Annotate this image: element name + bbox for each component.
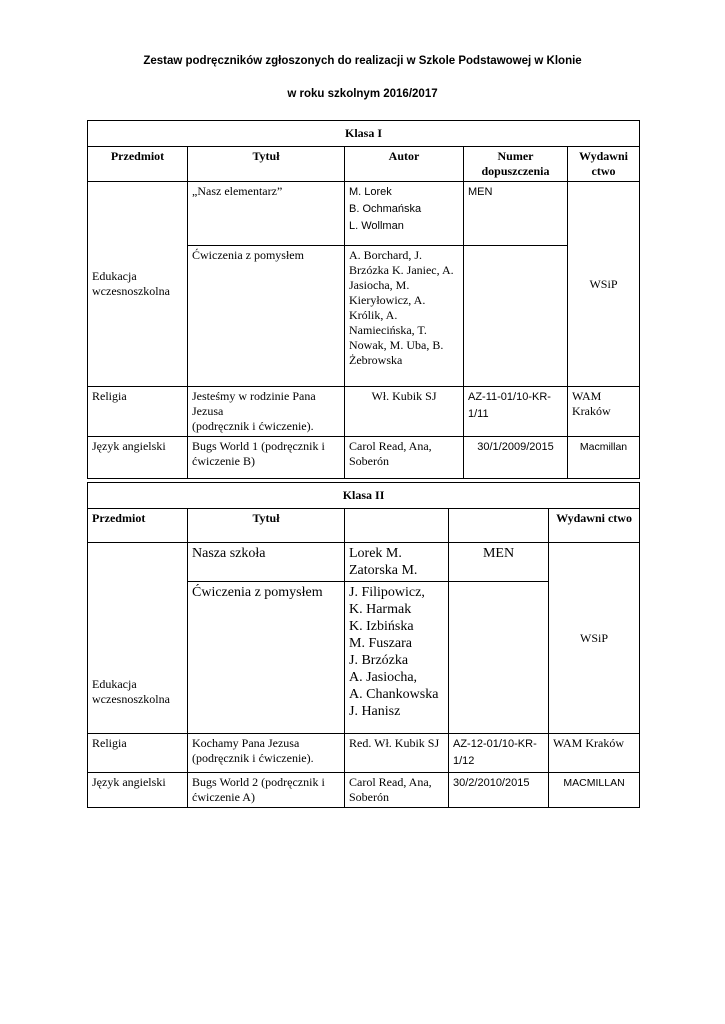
book-title: Kochamy Pana Jezusa (podręcznik i ćwiczenie). [188, 734, 345, 773]
publisher: Macmillan [568, 437, 640, 479]
subject-religia: Religia [88, 387, 188, 437]
publisher: WAM Kraków [568, 387, 640, 437]
book-author: Lorek M. Zatorska M. [345, 543, 449, 582]
header-tytul: Tytuł [188, 147, 345, 182]
header-tytul: Tytuł [188, 509, 345, 543]
book-title: Bugs World 2 (podręcznik i ćwiczenie A) [188, 773, 345, 808]
subject-edukacja: Edukacja wczesnoszkolna [88, 182, 188, 387]
table-klasa-2 [87, 482, 640, 808]
publisher: WSiP [549, 543, 640, 734]
header-przedmiot: Przedmiot [88, 509, 188, 543]
header-autor: Autor [345, 147, 464, 182]
subject-angielski: Język angielski [88, 773, 188, 808]
header-numer: Numer dopuszczenia [464, 147, 568, 182]
book-author: Wł. Kubik SJ [345, 387, 464, 437]
book-title: Bugs World 1 (podręcznik i ćwiczenie B) [188, 437, 345, 479]
book-author: M. Lorek B. Ochmańska L. Wollman [345, 182, 464, 246]
subject-religia: Religia [88, 734, 188, 773]
school-year: w roku szkolnym 2016/2017 [287, 88, 438, 100]
book-approval-number: MEN [464, 182, 568, 246]
header-przedmiot: Przedmiot [88, 147, 188, 182]
book-title: Jesteśmy w rodzinie Pana Jezusa (podręcznik i ćwiczenie). [188, 387, 345, 437]
book-title: Ćwiczenia z pomysłem [188, 246, 345, 387]
subject-angielski: Język angielski [88, 437, 188, 479]
book-title: Nasza szkoła [188, 543, 345, 582]
book-approval-number: MEN [449, 543, 549, 582]
book-approval-number [449, 582, 549, 734]
book-author: Carol Read, Ana, Soberón [345, 437, 464, 479]
header-autor [345, 509, 449, 543]
book-approval-number: AZ-12-01/10-KR-1/12 [449, 734, 549, 773]
header-numer [449, 509, 549, 543]
book-approval-number: 30/2/2010/2015 [449, 773, 549, 808]
document-title: Zestaw podręczników zgłoszonych do realizacji w Szkole Podstawowej w Klonie [143, 55, 582, 67]
book-approval-number: 30/1/2009/2015 [464, 437, 568, 479]
class-heading: Klasa II [88, 483, 640, 509]
header-wydawnictwo: Wydawni ctwo [549, 509, 640, 543]
publisher: WAM Kraków [549, 734, 640, 773]
book-title: „Nasz elementarz” [188, 182, 345, 246]
subject-edukacja: Edukacja wczesnoszkolna [88, 543, 188, 734]
header-wydawnictwo: Wydawni ctwo [568, 147, 640, 182]
book-author: A. Borchard, J. Brzózka K. Janiec, A. Jasiocha, M. Kieryłowicz, A. Królik, A. Namiecińska, T. Nowak, M. Uba, B. Żebrowska [345, 246, 464, 387]
book-approval-number [464, 246, 568, 387]
book-author: Red. Wł. Kubik SJ [345, 734, 449, 773]
publisher: WSiP [568, 182, 640, 387]
book-author: J. Filipowicz, K. Harmak K. Izbińska M. Fuszara J. Brzózka A. Jasiocha, A. Chankowska J. Hanisz [345, 582, 449, 734]
book-approval-number: AZ-11-01/10-KR-1/11 [464, 387, 568, 437]
class-heading: Klasa I [88, 121, 640, 147]
publisher: MACMILLAN [549, 773, 640, 808]
book-author: Carol Read, Ana, Soberón [345, 773, 449, 808]
table-klasa-1 [87, 120, 640, 479]
book-title: Ćwiczenia z pomysłem [188, 582, 345, 734]
